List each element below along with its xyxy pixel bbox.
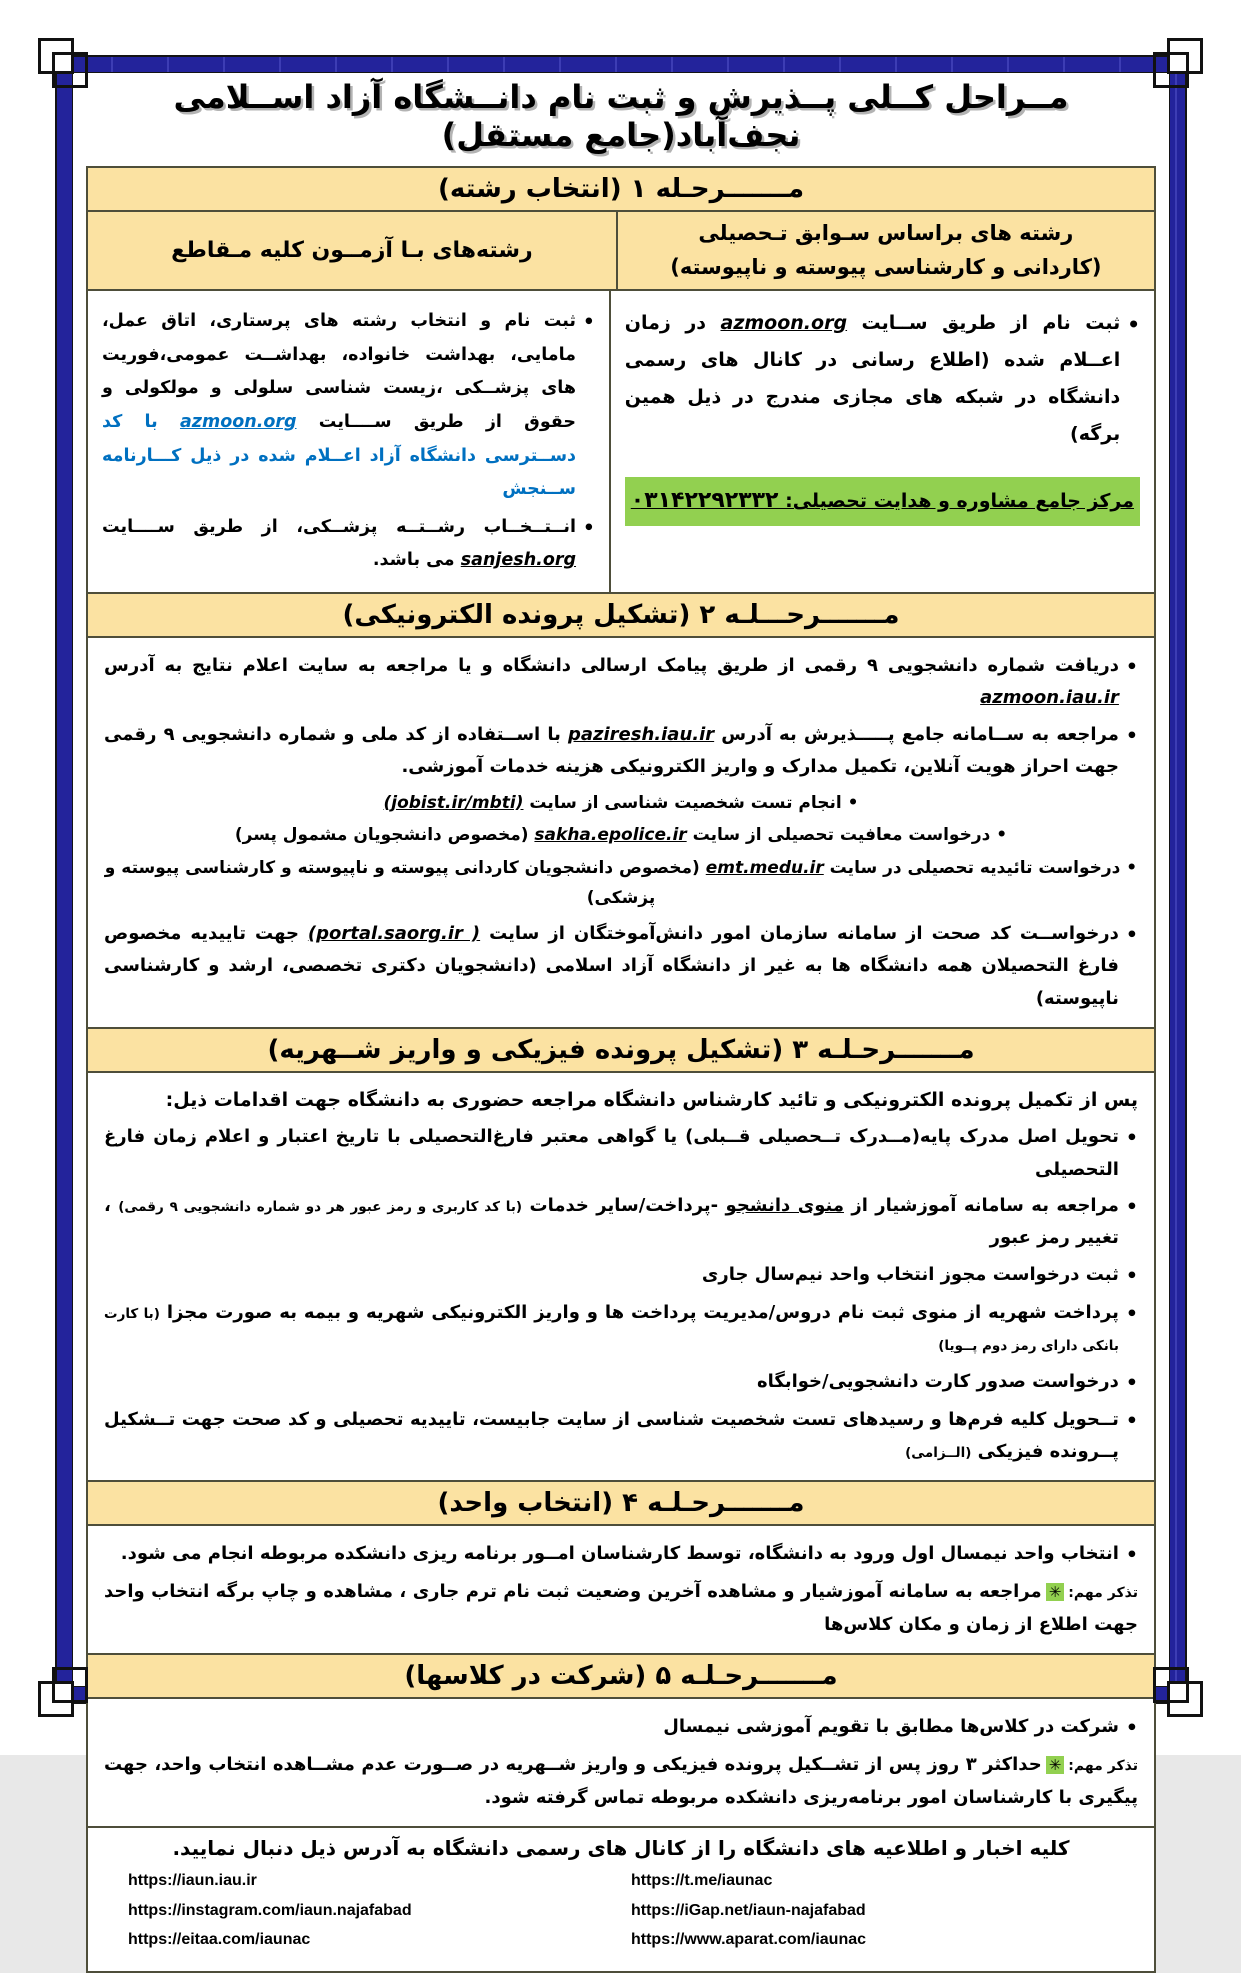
bullet-text: درخواست معافیت تحصیلی از سایت (686, 825, 991, 846)
footer-box (88, 1826, 1154, 1971)
note-label: تذکر مهم: (1068, 1758, 1138, 1775)
footer-link[interactable]: https://eitaa.com/iaunac (128, 1931, 311, 1949)
stage1-exam-column-header (88, 212, 616, 289)
list-item (104, 1121, 1138, 1186)
bullet-text: می باشد. (372, 550, 461, 571)
list-item (104, 1711, 1138, 1745)
stage5-body (88, 1697, 1154, 1826)
footer-title: کلیه اخبار و اطلاعیه های دانشگاه را از کانال های رسمی دانشگاه به آدرس ذیل دنبال نمایید. (172, 1836, 1070, 1861)
azmoon-org-link[interactable]: azmoon.org (720, 312, 848, 335)
stage1-exam-cell (88, 291, 609, 592)
bullet-text: انــتــخــاب رشــتــه پزشــکی، از طریق ســــایت (102, 516, 577, 537)
bullet-text: • شرکت در کلاس‌ها مطابق با تقویم آموزشی نیمسال (663, 1716, 1119, 1738)
bullet-text: انجام تست شخصیت شناسی از سایت (523, 792, 842, 813)
corner-ornament-icon (1147, 1661, 1203, 1717)
sakha-epolice-link[interactable]: sakha.epolice.ir (534, 825, 687, 846)
records-header-line1: رشته های براساس سـوابق تـحصیلی (698, 221, 1074, 245)
helpline-label: مرکز جامع مشاوره و هدایت تحصیلی: (778, 490, 1134, 513)
bullet-text: پرداخت شهریه از منوی ثبت نام دروس/مدیریت پرداخت ها و واریز الکترونیکی شهریه و بیمه به صورت مجزا (159, 1301, 1119, 1323)
steps-table (86, 166, 1156, 1973)
note-text: مراجعه به سامانه آموزشیار و مشاهده آخرین وضعیت ثبت نام ترم جاری ، مشاهده و چاپ برگه انتخاب واحد جهت اطلاع از زمان و مکان کلاس‌ها (104, 1581, 1138, 1635)
bullet-text: ثبت نام و انتخاب رشته های پرستاری، اتاق عمل، مامایی، بهداشت خانواده، بهداشــت عمومی،فوریت های پزشــکی ،زیست شناسی سلولی و مولکولی و حقوق از طریق ســــایت (102, 311, 577, 432)
exam-header-label: رشته‌های بـا آزمــون کلیه مـقاطع (171, 238, 533, 264)
bullet-text: دریافت شماره دانشجویی ۹ رقمی از طریق پیامک ارسالی دانشگاه و یا مراجعه به سایت اعلام نتایج به آدرس (104, 654, 1119, 676)
list-item (104, 1259, 1138, 1293)
bullet-text-blue: با کد دســترسی دانشگاه آزاد اعــلام شده در ذیل کـــارنامه ســنجش (102, 411, 577, 500)
bullet-text: مراجعه به سامانه آموزشیار از (843, 1195, 1119, 1217)
list-item (104, 1538, 1138, 1572)
bullet-text: • درخواست صدور کارت دانشجویی/خوابگاه (756, 1370, 1119, 1392)
helpline-number: ۰۳۱۴۲۲۹۲۳۳۲ (630, 488, 779, 514)
sub-list-item (104, 853, 1138, 914)
note-text: حداکثر ۳ روز پس از تشــکیل پرونده فیزیکی و واریز شــهریه در صــورت عدم مشــاهده انتخاب واحد، جهت پیگیری با کارشناسان امور برنامه‌ریزی دانشکده مربوطه تماس گرفته شود. (104, 1754, 1138, 1808)
list-item (104, 1404, 1138, 1469)
sub-list-item (104, 788, 1138, 819)
stage3-title: مـــــــرحـلـه ۳ (تشکیل پرونده فیزیکی و واریز شــهریه) (267, 1035, 975, 1066)
bullet-text: مراجعه به ســامانه جامع پـــــذیرش به آدرس (714, 723, 1119, 745)
stage4-header (88, 1480, 1154, 1524)
footer-link[interactable]: https://www.aparat.com/iaunac (631, 1931, 867, 1949)
list-item (625, 305, 1140, 453)
portal-saorg-link[interactable]: (portal.saorg.ir ) (307, 922, 481, 944)
emt-medu-link[interactable]: emt.medu.ir (705, 857, 824, 878)
asterisk-icon: ✳ (1046, 1756, 1065, 1774)
footer-links-left (128, 1866, 631, 1955)
bullet-text: • انتخاب واحد نیمسال اول ورود به دانشگاه، توسط کارشناسان امــور برنامه ریزی دانشکده مربوطه انجام می شود. (120, 1543, 1119, 1565)
bullet-text-small: (با کد کاربری و رمز عبور هر دو شماره دانشجویی ۹ رقمی) (118, 1199, 523, 1216)
paziresh-iau-ir-link[interactable]: paziresh.iau.ir (568, 723, 715, 745)
stage1-body (88, 289, 1154, 592)
footer-links (98, 1866, 1144, 1955)
stage1-records-cell (609, 291, 1154, 592)
corner-ornament-icon (1147, 38, 1203, 94)
bullet-text: درخواســت کد صحت از سامانه سازمان امور دانش‌آموختگان از سایت (480, 922, 1119, 944)
helpline-banner (625, 477, 1140, 526)
corner-ornament-icon (38, 38, 94, 94)
bullet-text: • ثبت درخواست مجوز انتخاب واحد نیم‌سال جاری (701, 1263, 1119, 1285)
stage3-body (88, 1071, 1154, 1480)
stage2-header (88, 592, 1154, 636)
bullet-text: در زمان اعــلام شده (اطلاع رسانی در کانال های رسمی دانشگاه در شبکه های مجازی مندرج در ذیل همین برگه) (624, 312, 1121, 446)
footer-links-right (631, 1866, 1134, 1955)
stage3-intro: پس از تکمیل پرونده الکترونیکی و تائید کارشناس دانشگاه مراجعه حضوری به دانشگاه جهت اقدامات ذیل: (165, 1089, 1138, 1112)
sanjesh-org-link[interactable]: sanjesh.org (460, 550, 577, 571)
bullet-text: -پرداخت/سایر خدمات (522, 1195, 726, 1217)
important-note (104, 1576, 1138, 1641)
bullet-text: ثبت نام از طریق ســایت (847, 312, 1121, 335)
stage4-title: مـــــــرحـلـه ۴ (انتخاب واحد) (437, 1488, 805, 1519)
stage1-records-column-header (616, 212, 1154, 289)
stage2-body (88, 636, 1154, 1027)
stage5-header (88, 1653, 1154, 1697)
jobist-link[interactable]: (jobist.ir/mbti) (383, 792, 524, 813)
footer-link[interactable]: https://iaun.iau.ir (128, 1872, 257, 1890)
note-label: تذکر مهم: (1068, 1585, 1138, 1602)
corner-ornament-icon (38, 1661, 94, 1717)
bullet-text: جهت تاییدیه مخصوص فارغ التحصیلان همه دانشگاه ها به غیر از دانشگاه آزاد اسلامی (دانشجویان دکتری تخصصی، ارشد و کارشناسی ناپیوسته) (104, 922, 1119, 1009)
bullet-text: با اســتفاده از کد ملی و شماره دانشجویی ۹ رقمی جهت احراز هویت آنلاین، تکمیل مدارک و واریز الکترونیکی هزینه خدمات آموزشی. (104, 723, 1119, 778)
page-title: مــراحل کــلی پــذیرش و ثبت نام دانــشگاه آزاد اســلامی نجف‌آباد(جامع مستقل) (173, 78, 1069, 154)
azmoon-org-link[interactable]: azmoon.org (179, 411, 297, 432)
azmoon-iau-ir-link[interactable]: azmoon.iau.ir (980, 687, 1119, 709)
bullet-text: (مخصوص دانشجویان مشمول پسر) (234, 825, 535, 846)
stage1-column-headers (88, 210, 1154, 289)
list-item (104, 1366, 1138, 1400)
list-item (102, 305, 595, 507)
bullet-text-small: (الــزامی) (905, 1445, 972, 1462)
bullet-text: (مخصوص دانشجویان کاردانی پیوسته و ناپیوسته و کارشناسی پیوسته و پزشکی) (104, 857, 706, 909)
stage2-title: مـــــــرحـــلـه ۲ (تشکیل پرونده الکترونیکی) (342, 599, 900, 630)
footer-link[interactable]: https://iGap.net/iaun-najafabad (631, 1901, 866, 1919)
footer-link[interactable]: https://instagram.com/iaun.najafabad (128, 1901, 412, 1919)
bullet-text: تــحویل کلیه فرم‌ها و رسیدهای تست شخصیت شناسی از سایت جابیست، تاییدیه تحصیلی و کد صحت جهت تــشکیل پــرونده فیزیکی (104, 1408, 1119, 1463)
stage3-header (88, 1027, 1154, 1071)
list-item (102, 511, 595, 578)
stage1-title: مـــــــرحـله ۱ (انتخاب رشته) (437, 174, 805, 204)
stage4-body (88, 1524, 1154, 1653)
bullet-text: درخواست تائیدیه تحصیلی در سایت (823, 857, 1121, 878)
sub-list-item (104, 820, 1138, 851)
asterisk-icon: ✳ (1046, 1583, 1065, 1601)
list-item (104, 650, 1138, 715)
list-item (104, 719, 1138, 784)
bullet-text-small: (با کارت بانکی دارای رمز دوم پــویا) (104, 1305, 1119, 1355)
bullet-text: • تحویل اصل مدرک پایه(مــدرک تــحصیلی قــبلی) یا گواهی معتبر فارغ‌التحصیلی با تاریخ اعتبار و اعلام زمان فارغ التحصیلی (104, 1126, 1119, 1180)
list-item (104, 1297, 1138, 1362)
list-item (104, 918, 1138, 1015)
important-note (104, 1749, 1138, 1814)
student-menu-label: منوی دانشجو (725, 1195, 844, 1217)
bullet-text: ، تغییر رمز عبور (104, 1195, 1119, 1249)
stage1-header (88, 168, 1154, 210)
stage5-title: مـــــــرحـلـه ۵ (شرکت در کلاسها) (404, 1661, 838, 1692)
list-item (104, 1190, 1138, 1255)
records-header-line2: (کاردانی و کارشناسی پیوسته و ناپیوسته) (670, 254, 1102, 279)
footer-link[interactable]: https://t.me/iaunac (631, 1872, 773, 1890)
